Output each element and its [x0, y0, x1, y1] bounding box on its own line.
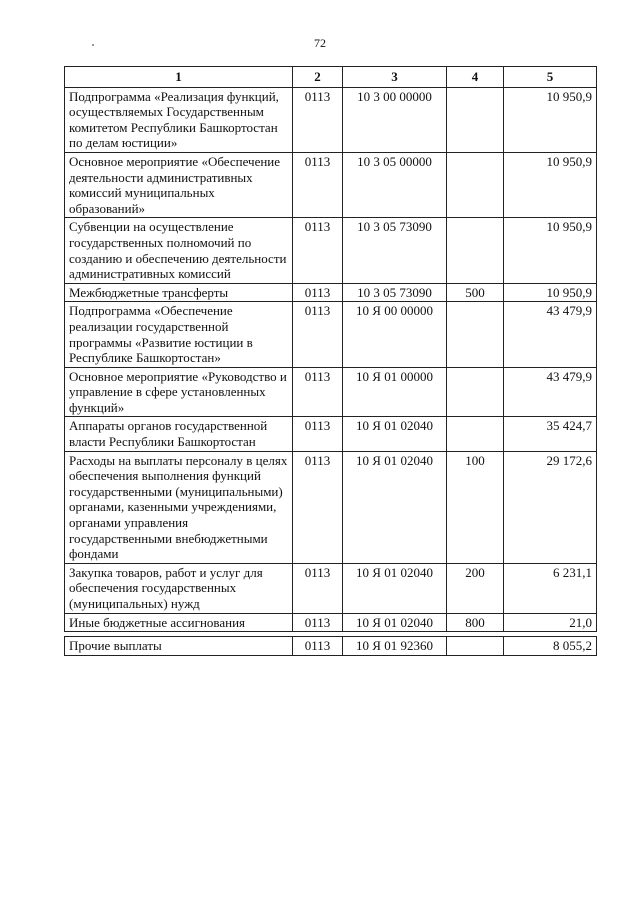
row-amount-cell: 35 424,7 [504, 417, 597, 451]
row-section-cell: 0113 [293, 613, 343, 632]
row-type-cell [447, 302, 504, 367]
table-row [65, 283, 597, 302]
row-name-cell: Подпрограмма «Реализация функций, осуществляемых Государственным комитетом Республики Башкортостан по делам юстиции» [65, 87, 293, 152]
table-row [65, 637, 597, 656]
table-row [65, 367, 597, 417]
row-type-cell [447, 417, 504, 451]
row-target-cell: 10 Я 01 00000 [343, 367, 447, 417]
row-amount-cell: 29 172,6 [504, 451, 597, 563]
table-row [65, 218, 597, 283]
row-type-cell [447, 367, 504, 417]
row-target-cell: 10 Я 01 92360 [343, 637, 447, 656]
row-name-cell: Основное мероприятие «Руководство и управление в сфере установленных функций» [65, 367, 293, 417]
header-col-2: 2 [293, 67, 343, 88]
row-amount-cell: 43 479,9 [504, 302, 597, 367]
row-name-cell: Иные бюджетные ассигнования [65, 613, 293, 632]
row-amount-cell: 10 950,9 [504, 152, 597, 217]
row-target-cell: 10 Я 01 02040 [343, 613, 447, 632]
row-section-cell: 0113 [293, 87, 343, 152]
row-type-cell: 800 [447, 613, 504, 632]
row-amount-cell: 21,0 [504, 613, 597, 632]
row-target-cell: 10 Я 00 00000 [343, 302, 447, 367]
row-target-cell: 10 Я 01 02040 [343, 451, 447, 563]
row-target-cell: 10 Я 01 02040 [343, 417, 447, 451]
row-section-cell: 0113 [293, 451, 343, 563]
row-name-cell: Закупка товаров, работ и услуг для обеспечения государственных (муниципальных) нужд [65, 563, 293, 613]
row-section-cell: 0113 [293, 367, 343, 417]
row-type-cell: 100 [447, 451, 504, 563]
row-amount-cell: 43 479,9 [504, 367, 597, 417]
header-col-4: 4 [447, 67, 504, 88]
row-target-cell: 10 3 05 00000 [343, 152, 447, 217]
table-row [65, 302, 597, 367]
row-section-cell: 0113 [293, 637, 343, 656]
row-target-cell: 10 3 00 00000 [343, 87, 447, 152]
row-type-cell: 500 [447, 283, 504, 302]
table-body [65, 87, 597, 632]
row-name-cell: Аппараты органов государственной власти Республики Башкортостан [65, 417, 293, 451]
row-section-cell: 0113 [293, 302, 343, 367]
table-row [65, 563, 597, 613]
row-target-cell: 10 Я 01 02040 [343, 563, 447, 613]
row-name-cell: Подпрограмма «Обеспечение реализации государственной программы «Развитие юстиции в Республике Башкортостан» [65, 302, 293, 367]
header-col-3: 3 [343, 67, 447, 88]
row-name-cell: Субвенции на осуществление государственных полномочий по созданию и обеспечению деятельности административных комиссий [65, 218, 293, 283]
row-target-cell: 10 3 05 73090 [343, 218, 447, 283]
row-section-cell: 0113 [293, 218, 343, 283]
row-name-cell: Расходы на выплаты персоналу в целях обеспечения выполнения функций государственными (муниципальными) органами, казенными учреждениями, органами управления государственными внебюджетными фондами [65, 451, 293, 563]
row-type-cell [447, 152, 504, 217]
row-name-cell: Межбюджетные трансферты [65, 283, 293, 302]
row-amount-cell: 10 950,9 [504, 87, 597, 152]
row-amount-cell: 10 950,9 [504, 283, 597, 302]
table-row [65, 152, 597, 217]
row-amount-cell: 8 055,2 [504, 637, 597, 656]
row-type-cell [447, 637, 504, 656]
row-amount-cell: 6 231,1 [504, 563, 597, 613]
budget-table [64, 66, 597, 656]
row-name-cell: Прочие выплаты [65, 637, 293, 656]
table-row [65, 451, 597, 563]
scan-speck [92, 44, 94, 46]
header-col-5: 5 [504, 67, 597, 88]
table-footer-body [65, 632, 597, 656]
row-type-cell: 200 [447, 563, 504, 613]
row-type-cell [447, 218, 504, 283]
row-section-cell: 0113 [293, 152, 343, 217]
row-section-cell: 0113 [293, 563, 343, 613]
row-type-cell [447, 87, 504, 152]
table-row [65, 613, 597, 632]
row-amount-cell: 10 950,9 [504, 218, 597, 283]
page-number: 72 [314, 36, 326, 50]
table-row [65, 87, 597, 152]
row-section-cell: 0113 [293, 283, 343, 302]
header-col-1: 1 [65, 67, 293, 88]
table-row [65, 417, 597, 451]
row-target-cell: 10 3 05 73090 [343, 283, 447, 302]
row-section-cell: 0113 [293, 417, 343, 451]
row-name-cell: Основное мероприятие «Обеспечение деятельности административных комиссий муниципальных образований» [65, 152, 293, 217]
table-header-row [65, 67, 597, 88]
